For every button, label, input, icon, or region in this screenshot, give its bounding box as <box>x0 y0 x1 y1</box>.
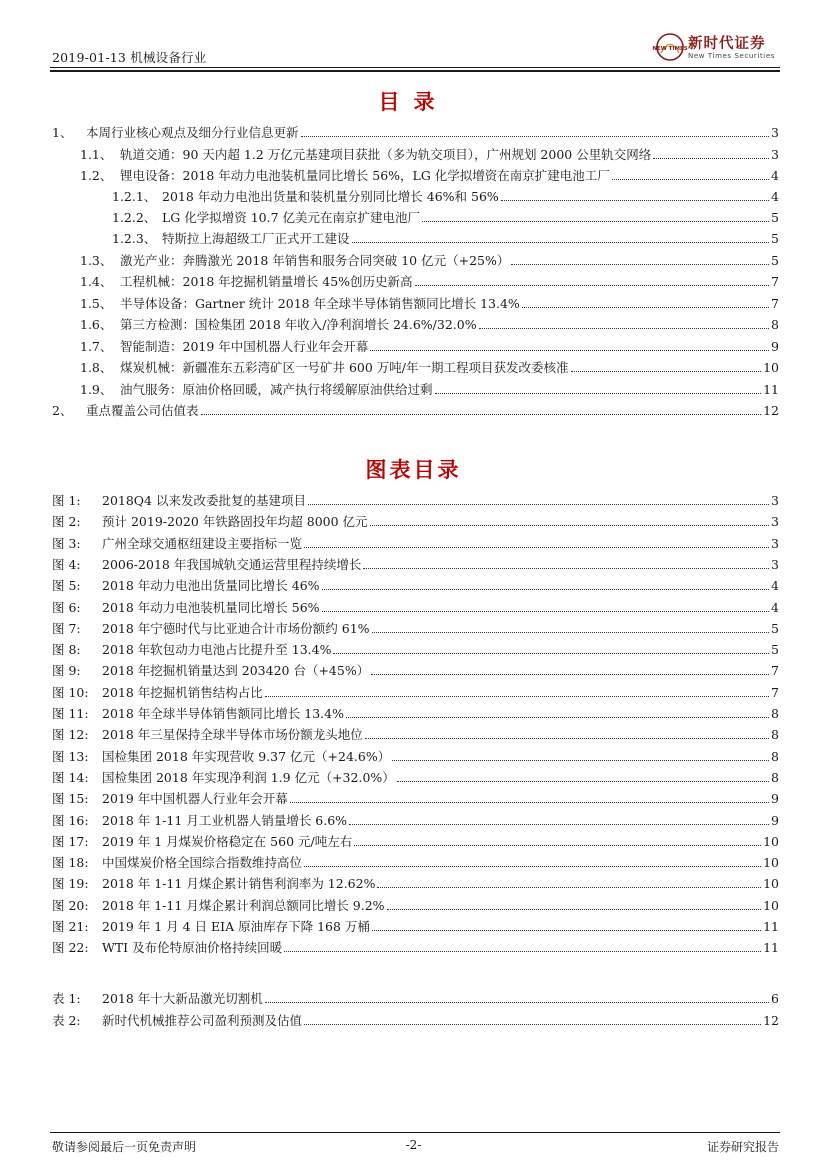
figure-entry[interactable] <box>52 897 779 915</box>
toc-entry-number: 1.7、 <box>80 339 113 354</box>
toc-entry-leader-dots <box>352 242 770 243</box>
figure-entry-page: 5 <box>771 642 779 657</box>
table-entry-number: 表 2: <box>52 1013 81 1028</box>
toc-entry-leader-dots <box>435 393 762 394</box>
figure-entry-leader-dots <box>365 738 769 739</box>
figure-entry-leader-dots <box>397 781 769 782</box>
toc-entry-number: 1.2.3、 <box>112 231 157 246</box>
toc-entry-number: 2、 <box>52 403 73 418</box>
toc-entry-number: 1.2.1、 <box>112 189 157 204</box>
figure-entry-page: 10 <box>763 876 779 891</box>
logo-mark-text: NEW TIMES <box>652 46 688 52</box>
figure-entry-page: 3 <box>771 514 779 529</box>
toc-entry[interactable] <box>80 338 779 356</box>
header-date-sector: 2019-01-13 机械设备行业 <box>52 50 207 65</box>
figure-entry-number: 图 5: <box>52 578 81 593</box>
toc-entry-page: 5 <box>771 253 779 268</box>
toc-entry-text: 第三方检测：国检集团 2018 年收入/净利润增长 24.6%/32.0% <box>120 317 477 332</box>
figure-entry[interactable] <box>52 748 779 766</box>
figure-entry-page: 9 <box>771 791 779 806</box>
toc-entry-number: 1.4、 <box>80 274 113 289</box>
figure-entry-page: 3 <box>771 536 779 551</box>
company-logo <box>652 30 780 66</box>
figure-entry-number: 图 3: <box>52 536 81 551</box>
table-entry-number: 表 1: <box>52 991 81 1006</box>
footer-page-number: -2- <box>405 1138 422 1152</box>
header-rule-thick <box>50 70 780 72</box>
logo-english-name: New Times Securities <box>688 52 775 60</box>
figure-entry-page: 8 <box>771 749 779 764</box>
figure-entry[interactable] <box>52 918 779 936</box>
figure-entry-page: 4 <box>771 578 779 593</box>
toc-entry-text: 煤炭机械：新疆准东五彩湾矿区一号矿井 600 万吨/年一期工程项目获发改委核准 <box>120 360 569 375</box>
toc-entry-text: 油气服务：原油价格回暖，减产执行将缓解原油供给过剩 <box>120 382 433 397</box>
figure-entry-page: 3 <box>771 493 779 508</box>
toc-entry-leader-dots <box>522 307 769 308</box>
figure-entry-page: 10 <box>763 898 779 913</box>
toc-entry-leader-dots <box>511 264 769 265</box>
figure-entry-leader-dots <box>265 696 769 697</box>
table-entry-leader-dots <box>265 1002 769 1003</box>
figure-entry-leader-dots <box>363 568 769 569</box>
figure-entry[interactable] <box>52 684 779 702</box>
figure-entry-text: 2006-2018 年我国城轨交通运营里程持续增长 <box>102 557 362 572</box>
toc-entry-number: 1.6、 <box>80 317 113 332</box>
figure-entry[interactable] <box>52 812 779 830</box>
figure-entry-page: 4 <box>771 600 779 615</box>
toc-entry-leader-dots <box>415 285 770 286</box>
figure-entry[interactable] <box>52 556 779 574</box>
figure-entry-page: 9 <box>771 813 779 828</box>
toc-entry-page: 4 <box>771 189 779 204</box>
toc-entry[interactable] <box>80 167 779 185</box>
figure-entry-leader-dots <box>284 951 761 952</box>
figure-entry-page: 11 <box>763 940 779 955</box>
figure-entry[interactable] <box>52 790 779 808</box>
figure-entry-text: 广州全球交通枢纽建设主要指标一览 <box>102 536 303 551</box>
toc-entry-leader-dots <box>301 136 770 137</box>
figure-entry[interactable] <box>52 513 779 531</box>
figure-entry-leader-dots <box>333 653 769 654</box>
toc-entry-leader-dots <box>571 371 762 372</box>
figure-entry-leader-dots <box>346 717 769 718</box>
figure-entry-leader-dots <box>377 887 761 888</box>
figure-entry-text: 2019 年 1 月 4 日 EIA 原油库存下降 168 万桶 <box>102 919 370 934</box>
figure-entry[interactable] <box>52 705 779 723</box>
figure-entry-text: 2018 年挖掘机销量达到 203420 台（+45%） <box>102 663 370 678</box>
toc-entry-leader-dots <box>653 158 769 159</box>
toc-entry-leader-dots <box>501 200 769 201</box>
figure-entry-text: 国检集团 2018 年实现净利润 1.9 亿元（+32.0%） <box>102 770 395 785</box>
toc-entry-number: 1.8、 <box>80 360 113 375</box>
toc-entry-leader-dots <box>612 179 769 180</box>
toc-entry-text: 轨道交通：90 天内超 1.2 万亿元基建项目获批（多为轨交项目），广州规划 2000 公里轨交网络 <box>120 147 652 162</box>
figure-entry[interactable] <box>52 833 779 851</box>
toc-entry-text: 本周行业核心观点及细分行业信息更新 <box>86 125 299 140</box>
toc-entry[interactable] <box>80 316 779 334</box>
figure-entry-number: 图 20: <box>52 898 89 913</box>
figure-entry-number: 图 7: <box>52 621 81 636</box>
figure-entry-text: WTI 及布伦特原油价格持续回暖 <box>102 940 283 955</box>
figure-entry[interactable] <box>52 492 779 510</box>
toc-entry[interactable] <box>112 230 779 248</box>
figure-entry-page: 5 <box>771 621 779 636</box>
table-entry[interactable] <box>52 990 779 1008</box>
figure-entry[interactable] <box>52 939 779 957</box>
toc-entry-page: 12 <box>763 403 779 418</box>
figure-entry-text: 2018 年挖掘机销售结构占比 <box>102 685 263 700</box>
toc-entry[interactable] <box>80 273 779 291</box>
figure-entry-number: 图 21: <box>52 919 89 934</box>
figure-entry-number: 图 10: <box>52 685 89 700</box>
figure-entry-page: 8 <box>771 770 779 785</box>
figure-entry-leader-dots <box>354 845 761 846</box>
figure-entry-leader-dots <box>304 547 769 548</box>
figure-entry-number: 图 2: <box>52 514 81 529</box>
toc-entry-text: LG 化学拟增资 10.7 亿美元在南京扩建电池厂 <box>162 210 421 225</box>
table-entry-page: 6 <box>771 991 779 1006</box>
figure-entry-leader-dots <box>371 674 769 675</box>
figure-entry-page: 8 <box>771 706 779 721</box>
figure-entry-leader-dots <box>290 802 769 803</box>
toc-entry-text: 激光产业：奔腾激光 2018 年销售和服务合同突破 10 亿元（+25%） <box>120 253 510 268</box>
figure-entry-text: 2018Q4 以来发改委批复的基建项目 <box>102 493 306 508</box>
figure-entry-leader-dots <box>387 909 762 910</box>
toc-entry-text: 工程机械：2018 年挖掘机销量增长 45%创历史新高 <box>120 274 413 289</box>
figure-entry[interactable] <box>52 620 779 638</box>
toc-entry-leader-dots <box>370 350 769 351</box>
toc-entry-number: 1.9、 <box>80 382 113 397</box>
figure-entry-number: 图 4: <box>52 557 81 572</box>
toc-entry-page: 8 <box>771 317 779 332</box>
figure-entry-page: 11 <box>763 919 779 934</box>
figure-entry-number: 图 14: <box>52 770 89 785</box>
figure-entry-leader-dots <box>322 611 770 612</box>
toc-entry[interactable] <box>80 359 779 377</box>
figure-entry-page: 7 <box>771 685 779 700</box>
toc-entry-text: 锂电设备：2018 年动力电池装机量同比增长 56%，LG 化学拟增资在南京扩建电池工厂 <box>120 168 610 183</box>
figure-entry[interactable] <box>52 726 779 744</box>
figure-entry-leader-dots <box>370 525 769 526</box>
figure-entry-number: 图 18: <box>52 855 89 870</box>
figure-entry[interactable] <box>52 769 779 787</box>
toc-entry-number: 1.2、 <box>80 168 113 183</box>
figure-entry[interactable] <box>52 875 779 893</box>
toc-title: 目录 <box>378 89 449 114</box>
toc-entry-page: 10 <box>763 360 779 375</box>
figure-entry-text: 中国煤炭价格全国综合指数维持高位 <box>102 855 303 870</box>
figure-entry[interactable] <box>52 662 779 680</box>
figure-entry-text: 2018 年软包动力电池占比提升至 13.4% <box>102 642 332 657</box>
table-entry-text: 新时代机械推荐公司盈利预测及估值 <box>102 1013 303 1028</box>
toc-entry-text: 特斯拉上海超级工厂正式开工建设 <box>162 231 350 246</box>
toc-entry-leader-dots <box>422 221 769 222</box>
figure-entry-text: 国检集团 2018 年实现营收 9.37 亿元（+24.6%） <box>102 749 391 764</box>
figure-entry-number: 图 15: <box>52 791 89 806</box>
table-entry[interactable] <box>52 1012 779 1030</box>
figure-entry-text: 2019 年中国机器人行业年会开幕 <box>102 791 288 806</box>
figure-entry-text: 2018 年宁德时代与比亚迪合计市场份额约 61% <box>102 621 370 636</box>
figure-entry-text: 2018 年动力电池装机量同比增长 56% <box>102 600 320 615</box>
figure-entry-leader-dots <box>372 930 761 931</box>
toc-entry-page: 9 <box>771 339 779 354</box>
table-entry-leader-dots <box>304 1024 761 1025</box>
figure-entry[interactable] <box>52 599 779 617</box>
toc-entry-page: 3 <box>771 125 779 140</box>
header-rule-thin <box>50 67 780 68</box>
toc-entry[interactable] <box>112 188 779 206</box>
toc-entry-text: 2018 年动力电池出货量和装机量分别同比增长 46%和 56% <box>162 189 499 204</box>
figure-entry-leader-dots <box>349 824 769 825</box>
figure-entry-number: 图 16: <box>52 813 89 828</box>
toc-entry-page: 11 <box>763 382 779 397</box>
figure-entry-text: 2019 年 1 月煤炭价格稳定在 560 元/吨左右 <box>102 834 353 849</box>
toc-entry-page: 5 <box>771 210 779 225</box>
figure-entry-leader-dots <box>304 866 761 867</box>
figure-entry-number: 图 8: <box>52 642 81 657</box>
footer-rule <box>50 1132 780 1133</box>
figure-entry-text: 2018 年 1-11 月工业机器人销量增长 6.6% <box>102 813 348 828</box>
footer-disclaimer: 敬请参阅最后一页免责声明 <box>52 1140 197 1154</box>
toc-entry-page: 4 <box>771 168 779 183</box>
toc-entry-page: 3 <box>771 147 779 162</box>
figure-entry-text: 预计 2019-2020 年铁路固投年均超 8000 亿元 <box>102 514 368 529</box>
figure-entry-page: 7 <box>771 663 779 678</box>
figure-entry-number: 图 13: <box>52 749 89 764</box>
toc-entry-number: 1.2.2、 <box>112 210 157 225</box>
toc-entry[interactable] <box>52 124 779 142</box>
figure-entry[interactable] <box>52 641 779 659</box>
table-entry-text: 2018 年十大新品激光切割机 <box>102 991 263 1006</box>
toc-entry-number: 1.5、 <box>80 296 113 311</box>
figure-entry-page: 10 <box>763 855 779 870</box>
figure-entry-text: 2018 年全球半导体销售额同比增长 13.4% <box>102 706 344 721</box>
figure-entry-leader-dots <box>322 589 770 590</box>
toc-entry-number: 1、 <box>52 125 73 140</box>
toc-entry-text: 智能制造：2019 年中国机器人行业年会开幕 <box>120 339 369 354</box>
figure-entry-number: 图 17: <box>52 834 89 849</box>
figure-entry-text: 2018 年 1-11 月煤企累计销售利润率为 12.62% <box>102 876 376 891</box>
toc-entry-text: 半导体设备：Gartner 统计 2018 年全球半导体销售额同比增长 13.4% <box>120 296 520 311</box>
figure-entry-text: 2018 年动力电池出货量同比增长 46% <box>102 578 320 593</box>
toc-entry[interactable] <box>52 402 779 420</box>
figure-entry-text: 2018 年 1-11 月煤企累计利润总额同比增长 9.2% <box>102 898 385 913</box>
figure-entry-number: 图 19: <box>52 876 89 891</box>
toc-entry-leader-dots <box>479 328 769 329</box>
toc-entry-number: 1.1、 <box>80 147 113 162</box>
figure-entry-leader-dots <box>372 632 770 633</box>
figure-entry-number: 图 9: <box>52 663 81 678</box>
toc-entry-page: 7 <box>771 296 779 311</box>
figure-entry-number: 图 1: <box>52 493 81 508</box>
figure-entry-page: 10 <box>763 834 779 849</box>
figure-entry-text: 2018 年三星保持全球半导体市场份额龙头地位 <box>102 727 363 742</box>
logo-mark-icon <box>652 32 688 62</box>
figure-entry[interactable] <box>52 577 779 595</box>
figure-entry[interactable] <box>52 535 779 553</box>
table-entry-page: 12 <box>763 1013 779 1028</box>
figure-entry-page: 8 <box>771 727 779 742</box>
toc-entry-page: 7 <box>771 274 779 289</box>
figure-entry-number: 图 6: <box>52 600 81 615</box>
figure-entry-number: 图 12: <box>52 727 89 742</box>
figure-entry-number: 图 11: <box>52 706 89 721</box>
toc-entry-number: 1.3、 <box>80 253 113 268</box>
figure-entry-leader-dots <box>392 760 769 761</box>
toc-entry-page: 5 <box>771 231 779 246</box>
figure-entry-page: 3 <box>771 557 779 572</box>
footer-report-type: 证券研究报告 <box>706 1140 779 1154</box>
toc-entry[interactable] <box>80 252 779 270</box>
figure-entry-number: 图 22: <box>52 940 89 955</box>
figure-toc-title: 图表目录 <box>365 457 462 482</box>
toc-entry[interactable] <box>80 381 779 399</box>
figure-entry[interactable] <box>52 854 779 872</box>
toc-entry[interactable] <box>80 295 779 313</box>
toc-entry[interactable] <box>80 146 779 164</box>
toc-entry[interactable] <box>112 209 779 227</box>
toc-entry-leader-dots <box>201 414 762 415</box>
figure-entry-leader-dots <box>308 504 769 505</box>
logo-chinese-name: 新时代证券 <box>688 35 766 52</box>
toc-entry-text: 重点覆盖公司估值表 <box>86 403 199 418</box>
